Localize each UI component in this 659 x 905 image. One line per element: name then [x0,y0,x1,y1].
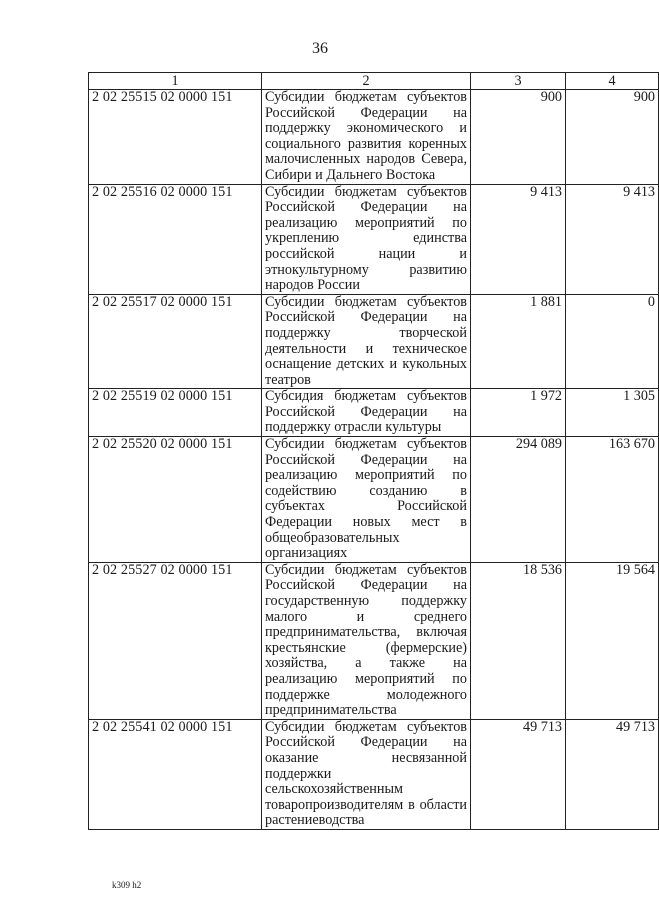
description: Субсидии бюджетам субъектов Российской Федерации на реализацию мероприятий по укреплению единства российской нации и этнокультурному развитию народов России [262,184,471,294]
amount-col4: 1 305 [566,389,659,437]
description: Субсидии бюджетам субъектов Российской Федерации на оказание несвязанной поддержки сельскохозяйственным товаропроизводителям в области растениеводства [262,719,471,829]
page-number: 36 [312,40,328,57]
budget-code: 2 02 25516 02 0000 151 [89,184,262,294]
amount-col3: 18 536 [471,562,566,719]
amount-col3: 9 413 [471,184,566,294]
amount-col4: 49 713 [566,719,659,829]
description: Субсидии бюджетам субъектов Российской Федерации на поддержку экономического и социального развития коренных малочисленных народов Севера, Сибири и Дальнего Востока [262,90,471,185]
budget-table [88,72,659,830]
description: Субсидия бюджетам субъектов Российской Федерации на поддержку отрасли культуры [262,389,471,437]
budget-code: 2 02 25541 02 0000 151 [89,719,262,829]
amount-col4: 0 [566,294,659,389]
table-row [89,562,659,719]
table-row [89,294,659,389]
table-row [89,184,659,294]
amount-col3: 1 881 [471,294,566,389]
column-header-3: 3 [471,73,566,90]
amount-col3: 900 [471,90,566,185]
budget-code: 2 02 25520 02 0000 151 [89,437,262,563]
footer-code: k309 h2 [112,880,142,890]
budget-code: 2 02 25515 02 0000 151 [89,90,262,185]
table-row [89,389,659,437]
table-row [89,437,659,563]
column-header-2: 2 [262,73,471,90]
amount-col3: 49 713 [471,719,566,829]
table-row [89,90,659,185]
budget-code: 2 02 25517 02 0000 151 [89,294,262,389]
table-header-row [89,73,659,90]
column-header-4: 4 [566,73,659,90]
column-header-1: 1 [89,73,262,90]
amount-col4: 900 [566,90,659,185]
budget-code: 2 02 25527 02 0000 151 [89,562,262,719]
amount-col4: 163 670 [566,437,659,563]
amount-col4: 9 413 [566,184,659,294]
description: Субсидии бюджетам субъектов Российской Федерации на поддержку творческой деятельности и техническое оснащение детских и кукольных театров [262,294,471,389]
table-row [89,719,659,829]
description: Субсидии бюджетам субъектов Российской Федерации на реализацию мероприятий по содействию созданию в субъектах Российской Федерации новых мест в общеобразовательных организациях [262,437,471,563]
description: Субсидии бюджетам субъектов Российской Федерации на государственную поддержку малого и среднего предпринимательства, включая крестьянские (фермерские) хозяйства, а также на реализацию мероприятий по поддержке молодежного предпринимательства [262,562,471,719]
amount-col4: 19 564 [566,562,659,719]
budget-code: 2 02 25519 02 0000 151 [89,389,262,437]
amount-col3: 294 089 [471,437,566,563]
amount-col3: 1 972 [471,389,566,437]
